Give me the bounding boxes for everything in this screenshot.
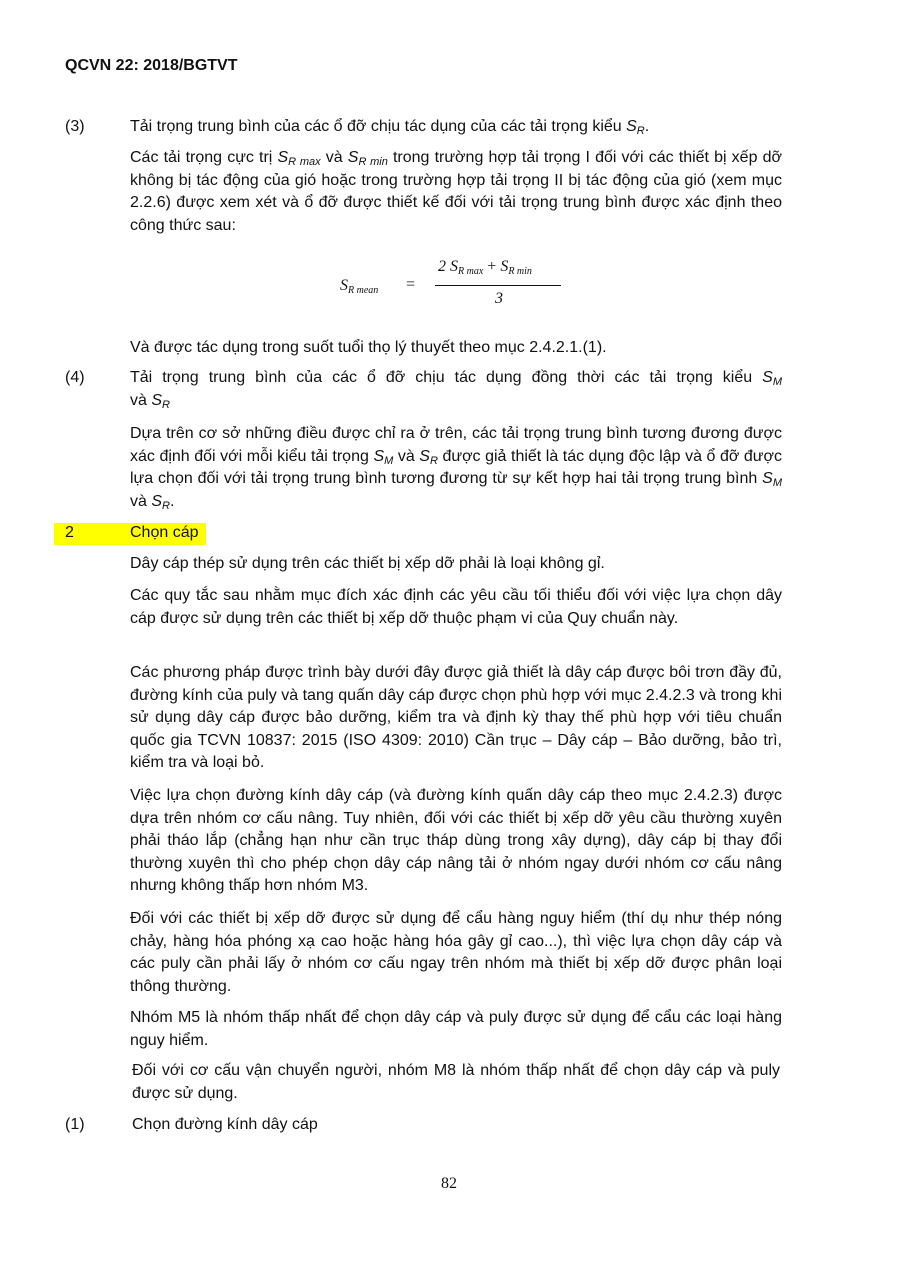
item-number-4: (4) (65, 369, 85, 386)
item-3-paragraph: Các tải trọng cực trị $S_{R max}$ và $S_{R min}$ trong trường hợp tải trọng I đối với các thiết bị xếp dỡ không bị tác động của gió hoặc trong trường hợp tải trọng II bị tác động của gió (xem mục 2.2.6) được xem xét và ổ đỡ được thiết kế đối với tải trọng trung bình được xác định theo công thức sau: (130, 149, 782, 234)
item-number-3: (3) (65, 118, 85, 135)
fraction-bar (435, 285, 561, 286)
formula-numerator: 2 $S_{R max} + S_{R min}$ (438, 258, 532, 277)
item-3-heading: Tải trọng trung bình của các ổ đỡ chịu tác dụng của các tải trọng kiểu $S_R$. (130, 118, 650, 137)
item-4-heading: Tải trọng trung bình của các ổ đỡ chịu tác dụng đồng thời các tải trọng kiểu $S_M$ và $S_R$ (130, 369, 782, 411)
page-number: 82 (441, 1175, 457, 1192)
sec2-paragraph-7: Đối với cơ cấu vận chuyển người, nhóm M8 là nhóm thấp nhất để chọn dây cáp và puly được sử dụng. (132, 1062, 780, 1102)
formula-denominator: 3 (495, 290, 503, 307)
section-2-number: 2 (65, 524, 74, 541)
sec2-paragraph-1: Dây cáp thép sử dụng trên các thiết bị xếp dỡ phải là loại không gỉ. (130, 555, 605, 572)
sec2-paragraph-3: Các phương pháp được trình bày dưới đây được giả thiết là dây cáp được bôi trơn đầy đủ, đường kính của puly và tang quấn dây cáp được chọn phù hợp với mục 2.4.2.3 và trong khi sử dụng dây cáp được bảo dưỡng, kiểm tra và định kỳ thay thế phù hợp với tiêu chuẩn quốc gia TCVN 10837: 2015 (ISO 4309: 2010) Cần trục – Dây cáp – Bảo dưỡng, bảo trì, kiểm tra và loại bỏ. (130, 664, 782, 771)
item-number-1: (1) (65, 1116, 85, 1133)
item-4-paragraph: Dựa trên cơ sở những điều được chỉ ra ở trên, các tải trọng trung bình tương đương được xác định đối với mỗi kiểu tải trọng $S_M$ và $S_R$ được giả thiết là tác dụng độc lập và ổ đỡ được lựa chọn đối với tải trọng trung bình tương đương từ sự kết hợp hai tải trọng trung bình $S_M$ và $S_R$. (130, 425, 783, 512)
item-1-title: Chọn đường kính dây cáp (132, 1116, 318, 1133)
sec2-paragraph-6: Nhóm M5 là nhóm thấp nhất để chọn dây cáp và puly được sử dụng để cẩu các loại hàng nguy hiểm. (130, 1009, 782, 1049)
sec2-paragraph-5: Đối với các thiết bị xếp dỡ được sử dụng để cẩu hàng nguy hiểm (thí dụ như thép nóng chảy, hàng hóa phóng xạ cao hoặc hàng hóa gây gỉ cao...), thì việc lựa chọn dây cáp và các puly cần phải lấy ở nhóm cơ cấu ngay trên nhóm mà thiết bị xếp dỡ được phân loại thông thường. (130, 910, 782, 995)
section-2-title: Chọn cáp (130, 524, 199, 541)
sec2-paragraph-2: Các quy tắc sau nhằm mục đích xác định các yêu cầu tối thiểu đối với việc lựa chọn dây cáp được sử dụng trên các thiết bị xếp dỡ thuộc phạm vi của Quy chuẩn này. (130, 587, 782, 627)
sec2-paragraph-4: Việc lựa chọn đường kính dây cáp (và đường kính quấn dây cáp theo mục 2.4.2.3) được dựa trên nhóm cơ cấu nâng. Tuy nhiên, đối với các thiết bị xếp dỡ yêu cầu thường xuyên phải tháo lắp (chẳng hạn như cần trục tháp dùng trong xây dựng), dây cáp bị thay đổi thường xuyên thì cho phép chọn dây cáp nâng tải ở nhóm ngay dưới nhóm cơ cấu nâng nhưng không thấp hơn nhóm M3. (130, 787, 782, 894)
formula-lhs: $S_{R mean}$ (340, 277, 379, 296)
item-3-conclusion: Và được tác dụng trong suốt tuổi thọ lý thuyết theo mục 2.4.2.1.(1). (130, 339, 607, 356)
document-header: QCVN 22: 2018/BGTVT (65, 57, 238, 74)
mean-load-formula (340, 258, 580, 318)
formula-equals: = (406, 276, 416, 293)
